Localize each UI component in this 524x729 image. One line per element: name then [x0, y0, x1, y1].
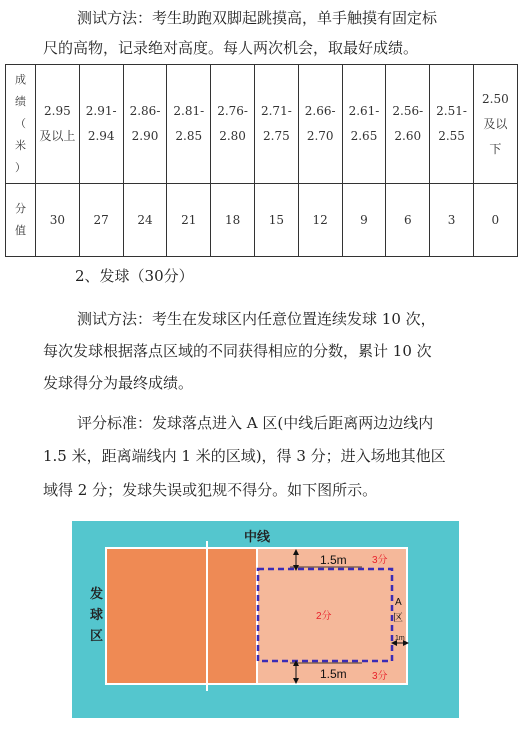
criteria-line-2: 1.5 米，距离端线内 1 米的区域)，得 3 分；进入场地其他区: [43, 447, 446, 465]
row-header-performance: 成 绩 （ 米 ）: [6, 65, 36, 184]
range-cell: 2.86- 2.90: [123, 65, 167, 184]
range-cell: 2.66- 2.70: [298, 65, 342, 184]
court-svg: [72, 521, 459, 718]
range-cell: 2.51- 2.55: [430, 65, 474, 184]
score-cell: 6: [386, 184, 430, 257]
range-cell: 2.56- 2.60: [386, 65, 430, 184]
criteria-line-3: 域得 2 分；发球失误或犯规不得分。如下图所示。: [43, 481, 378, 499]
score-cell: 21: [167, 184, 211, 257]
range-cell: 2.91- 2.94: [79, 65, 123, 184]
score-cell: 18: [211, 184, 255, 257]
range-cell: 2.71- 2.75: [254, 65, 298, 184]
range-cell: 2.50 及以 下: [473, 65, 517, 184]
score-cell: 9: [342, 184, 386, 257]
criteria-line-1: 评分标准：发球落点进入 A 区(中线后距离两边边线内: [77, 414, 434, 432]
range-cell: 2.95 及以上: [36, 65, 80, 184]
left-court-strip: [207, 548, 257, 684]
score-cell: 15: [254, 184, 298, 257]
end-distance-label: 1m: [395, 635, 405, 642]
top-distance-label: 1.5m: [320, 553, 347, 567]
range-cell: 2.81- 2.85: [167, 65, 211, 184]
score-cell: 0: [473, 184, 517, 257]
zone-label-a: A: [395, 597, 402, 608]
intro-line-2: 尺的高物，记录绝对高度。每人两次机会，取最好成绩。: [43, 39, 419, 57]
row-header-score: 分 值: [6, 184, 36, 257]
section-2-heading: 2、发球（30分）: [75, 267, 194, 285]
serve-zone-label-3: 区: [90, 628, 104, 643]
center-line-label: 中线: [244, 529, 271, 544]
method-line-1: 测试方法：考生在发球区内任意位置连续发球 10 次，: [77, 310, 436, 328]
bottom-corner-score: 3分: [372, 671, 388, 682]
intro-line-1: 测试方法：考生助跑双脚起跳摸高，单手触摸有固定标: [77, 9, 438, 27]
zone-label-qu: 区: [393, 613, 403, 624]
score-cell: 12: [298, 184, 342, 257]
score-cell: 3: [430, 184, 474, 257]
top-corner-score: 3分: [372, 555, 388, 566]
serve-zone-label-1: 发: [90, 586, 104, 601]
table-row: [6, 184, 518, 257]
score-cell: 30: [36, 184, 80, 257]
score-cell: 27: [79, 184, 123, 257]
method-line-3: 发球得分为最终成绩。: [43, 374, 194, 392]
method-line-2: 每次发球根据落点区域的不同获得相应的分数，累计 10 次: [43, 342, 432, 360]
inner-score: 2分: [316, 611, 332, 622]
range-cell: 2.76- 2.80: [211, 65, 255, 184]
court-diagram: [72, 521, 459, 718]
score-cell: 24: [123, 184, 167, 257]
serve-zone-area: [106, 548, 207, 684]
score-table: [5, 64, 518, 257]
range-cell: 2.61- 2.65: [342, 65, 386, 184]
serve-zone-label-2: 球: [90, 607, 104, 622]
table-row: [6, 65, 518, 184]
bottom-distance-label: 1.5m: [320, 667, 347, 681]
